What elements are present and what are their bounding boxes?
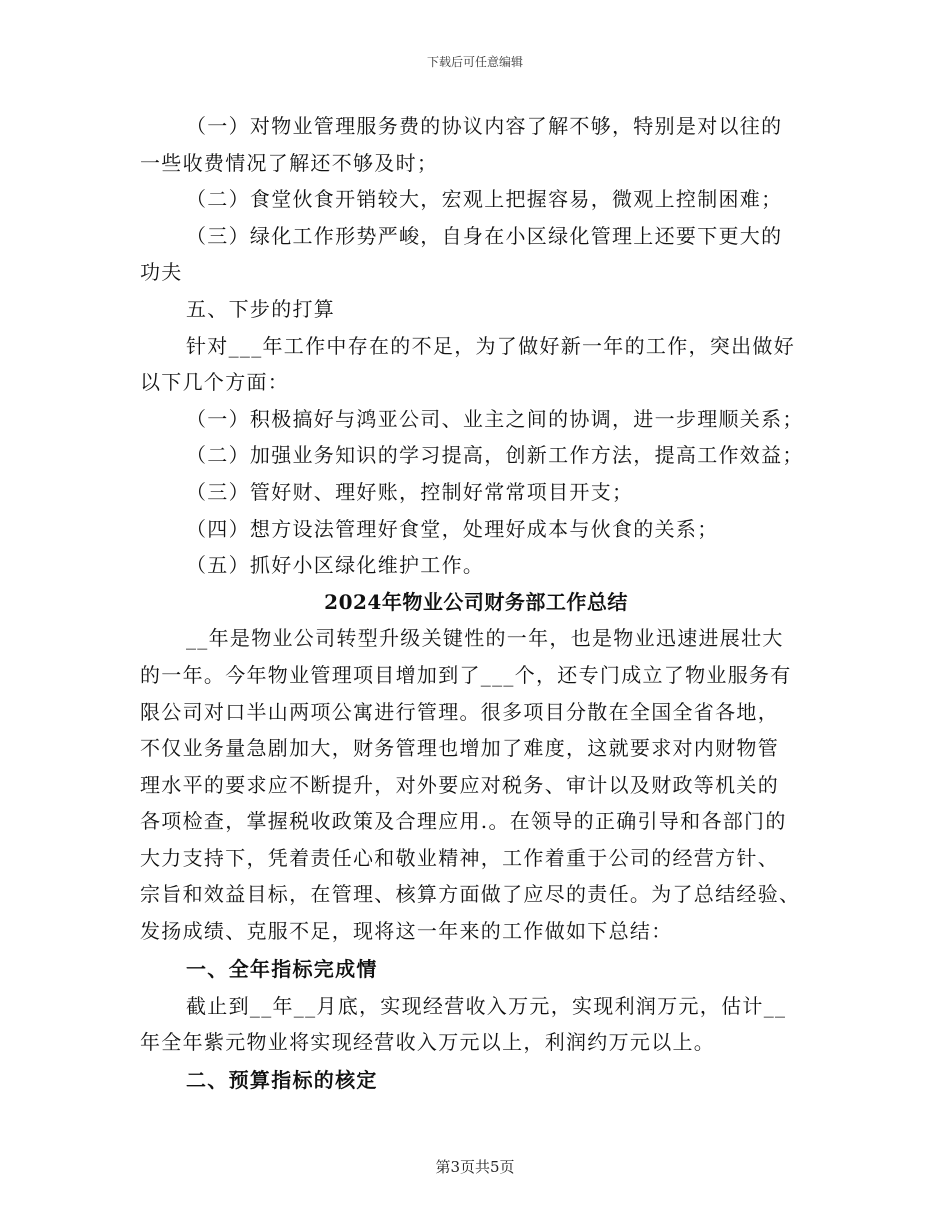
paragraph-line: __年是物业公司转型升级关键性的一年，也是物业迅速进展壮大 bbox=[186, 626, 784, 651]
document-body bbox=[140, 108, 812, 1099]
paragraph-line: 发扬成绩、克服不足，现将这一年来的工作做如下总结： bbox=[140, 919, 673, 944]
list-item: （三）管好财、理好账，控制好常常项目开支； bbox=[186, 479, 634, 504]
paragraph-line: 功夫 bbox=[140, 260, 183, 285]
page-header: 下载后可任意编辑 bbox=[426, 55, 523, 69]
list-item: （一）积极搞好与鸿亚公司、业主之间的协调，进一步理顺关系； bbox=[186, 406, 804, 431]
paragraph-line: 年全年紫元物业将实现经营收入万元以上，利润约万元以上。 bbox=[140, 1030, 716, 1055]
paragraph-line: （三）绿化工作形势严峻，自身在小区绿化管理上还要下更大的 bbox=[186, 223, 783, 248]
section-heading: 五、下步的打算 bbox=[186, 296, 336, 321]
paragraph-line: （二）食堂伙食开销较大，宏观上把握容易，微观上控制困难； bbox=[186, 187, 783, 212]
page-number: 第3页共5页 bbox=[435, 1158, 515, 1176]
paragraph-line: 各项检查，掌握税收政策及合理应用.。在领导的正确引导和各部门的 bbox=[140, 809, 787, 834]
paragraph-line: 理水平的要求应不断提升，对外要应对税务、审计以及财政等机关的 bbox=[140, 772, 779, 797]
list-item: （四）想方设法管理好食堂，处理好成本与伙食的关系； bbox=[186, 516, 719, 541]
paragraph-line: 的一年。今年物业管理项目增加到了___个，还专门成立了物业服务有 bbox=[140, 662, 792, 687]
list-item: （二）加强业务知识的学习提高，创新工作方法，提高工作效益； bbox=[186, 443, 804, 468]
paragraph-line: 一些收费情况了解还不够及时； bbox=[140, 150, 439, 175]
paragraph-line: （一）对物业管理服务费的协议内容了解不够，特别是对以往的 bbox=[186, 114, 783, 138]
document-title: 2024年物业公司财务部工作总结 bbox=[324, 589, 628, 614]
paragraph-line: 针对___年工作中存在的不足，为了做好新一年的工作，突出做好 bbox=[186, 333, 795, 358]
list-item: （五）抓好小区绿化维护工作。 bbox=[186, 553, 485, 578]
paragraph-line: 以下几个方面： bbox=[140, 370, 290, 395]
paragraph-line: 截止到__年__月底，实现经营收入万元，实现利润万元，估计__ bbox=[186, 993, 787, 1018]
paragraph-line: 限公司对口半山两项公寓进行管理。很多项目分散在全国全省各地， bbox=[140, 699, 779, 724]
section-heading: 二、预算指标的核定 bbox=[186, 1067, 378, 1092]
paragraph-line: 宗旨和效益目标，在管理、核算方面做了应尽的责任。为了总结经验、 bbox=[140, 882, 801, 907]
section-heading: 一、全年指标完成情 bbox=[186, 956, 378, 981]
paragraph-line: 不仅业务量急剧加大，财务管理也增加了难度，这就要求对内财物管 bbox=[140, 736, 779, 761]
paragraph-line: 大力支持下，凭着责任心和敬业精神，工作着重于公司的经营方针、 bbox=[140, 845, 779, 870]
